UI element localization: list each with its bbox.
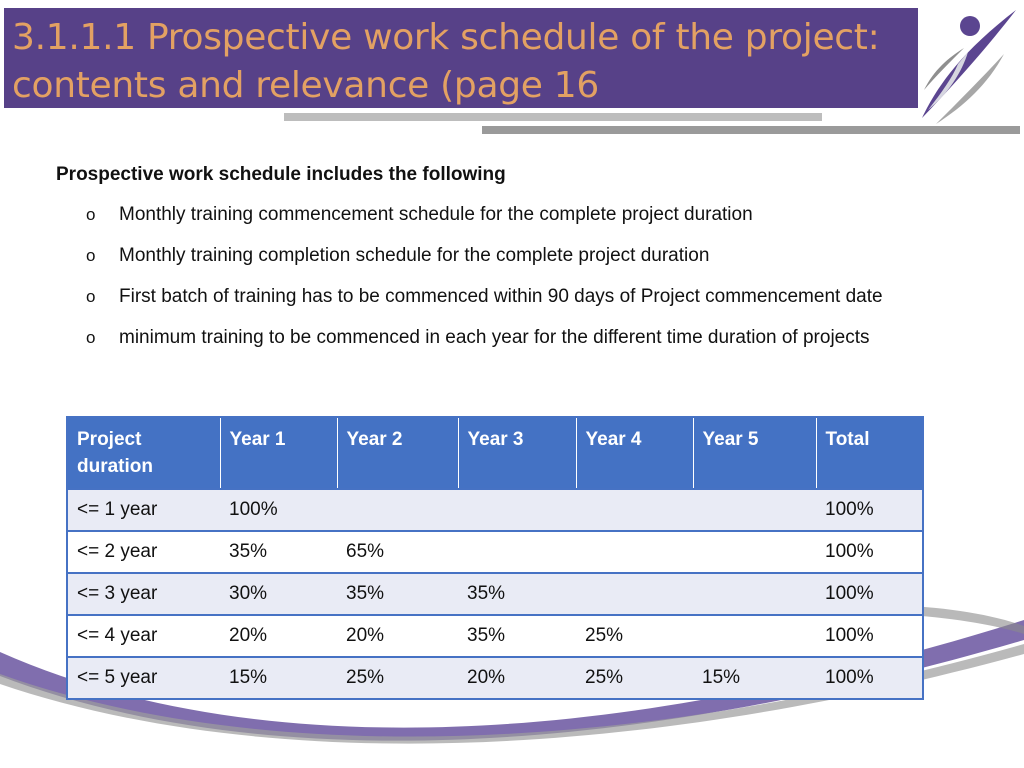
table-cell [693, 489, 816, 531]
title-line-1: 3.1.1.1 Prospective work schedule of the project: [12, 17, 880, 58]
intro-heading: Prospective work schedule includes the following [56, 164, 506, 185]
table-cell [576, 489, 693, 531]
table-cell: 25% [576, 657, 693, 698]
table-cell: 25% [576, 615, 693, 657]
table-cell [576, 531, 693, 573]
table-cell: 100% [816, 489, 922, 531]
table-cell: 100% [220, 489, 337, 531]
header-project-duration: Project duration [68, 418, 220, 489]
table-cell: 30% [220, 573, 337, 615]
table-cell: 100% [816, 531, 922, 573]
list-item [86, 245, 883, 286]
header-year-3: Year 3 [458, 418, 576, 489]
header-total: Total [816, 418, 922, 489]
table-cell: 100% [816, 573, 922, 615]
header-year-4: Year 4 [576, 418, 693, 489]
table-cell [337, 489, 458, 531]
table-cell: <= 3 year [68, 573, 220, 615]
slide-title [12, 14, 912, 110]
bullet-text: Monthly training completion schedule for the complete project duration [119, 245, 710, 266]
table-cell: <= 4 year [68, 615, 220, 657]
table-cell: 25% [337, 657, 458, 698]
table-cell: <= 5 year [68, 657, 220, 698]
table-cell [693, 615, 816, 657]
header-year-2: Year 2 [337, 418, 458, 489]
table-cell: <= 2 year [68, 531, 220, 573]
schedule-table [66, 416, 924, 700]
bullet-marker: o [86, 328, 96, 347]
table-cell: 35% [458, 615, 576, 657]
decorative-rule-top [284, 113, 822, 121]
title-line-2: contents and relevance (page 16 [12, 65, 599, 106]
table-cell: 100% [816, 657, 922, 698]
table-cell: 15% [220, 657, 337, 698]
table-cell: 20% [458, 657, 576, 698]
table-row [68, 489, 922, 531]
figure-swoosh-logo-icon [918, 6, 1022, 124]
table-row [68, 531, 922, 573]
table-cell [458, 489, 576, 531]
list-item [86, 286, 883, 327]
decorative-rule-bottom [482, 126, 1020, 134]
table-row [68, 615, 922, 657]
table-cell: 15% [693, 657, 816, 698]
bullet-marker: o [86, 246, 96, 265]
table-cell: 20% [337, 615, 458, 657]
bullet-marker: o [86, 205, 96, 224]
table-cell [693, 531, 816, 573]
table-cell: 65% [337, 531, 458, 573]
header-year-1: Year 1 [220, 418, 337, 489]
list-item [86, 327, 883, 368]
bullet-text: Monthly training commencement schedule for the complete project duration [119, 204, 753, 225]
bullet-list [86, 204, 883, 368]
table-cell: 35% [220, 531, 337, 573]
table-cell [458, 531, 576, 573]
table-cell [576, 573, 693, 615]
table-cell: 20% [220, 615, 337, 657]
header-year-5: Year 5 [693, 418, 816, 489]
bullet-text: minimum training to be commenced in each year for the different time duration of projects [119, 327, 870, 348]
table-cell: 100% [816, 615, 922, 657]
table-cell: 35% [458, 573, 576, 615]
list-item [86, 204, 883, 245]
table-cell [693, 573, 816, 615]
bullet-marker: o [86, 287, 96, 306]
table-cell: <= 1 year [68, 489, 220, 531]
table-row [68, 657, 922, 698]
bullet-text: First batch of training has to be commenced within 90 days of Project commencement date [119, 286, 883, 307]
table-cell: 35% [337, 573, 458, 615]
table-header-row [68, 418, 922, 489]
table-row [68, 573, 922, 615]
